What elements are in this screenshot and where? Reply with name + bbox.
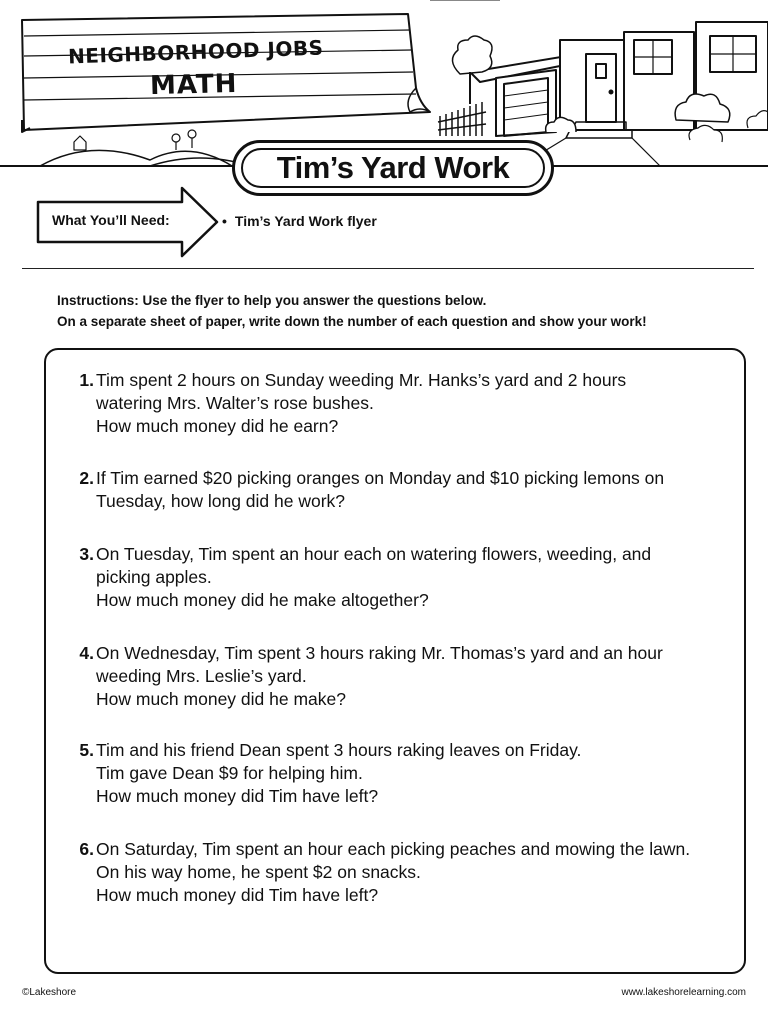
question-text: Tim and his friend Dean spent 3 hours raking leaves on Friday. [96,740,582,760]
title-plaque [232,140,554,196]
question-number: 2. [79,468,94,488]
question-number: 5. [79,740,94,760]
instructions-line: On a separate sheet of paper, write down the number of each question and show your work! [57,314,647,329]
question-text: On Wednesday, Tim spent 3 hours raking Mr. Thomas’s yard and an hour [96,643,663,663]
series-subject: MATH [149,68,238,102]
page-title: Tim’s Yard Work [276,150,510,185]
question-text: How much money did he earn? [96,416,339,436]
instructions-line: Instructions: Use the flyer to help you answer the questions below. [57,293,487,308]
question-text: Tim spent 2 hours on Sunday weeding Mr. Hanks’s yard and 2 hours [96,370,627,390]
question-1 [72,369,732,438]
question-text: On his way home, he spent $2 on snacks. [96,862,421,882]
question-text: How much money did Tim have left? [96,885,379,905]
question-text: If Tim earned $20 picking oranges on Monday and $10 picking lemons on [96,468,665,488]
question-text: Tuesday, how long did he work? [96,491,346,511]
question-text: How much money did Tim have left? [96,786,379,806]
tree-icon [452,36,492,74]
question-6 [72,838,732,907]
question-3 [72,543,732,612]
needs-item [222,213,377,229]
question-text: watering Mrs. Walter’s rose bushes. [96,393,374,413]
question-text: weeding Mrs. Leslie’s yard. [96,666,307,686]
question-4 [72,642,732,711]
website-url: www.lakeshorelearning.com [621,987,746,998]
question-text: On Tuesday, Tim spent an hour each on watering flowers, weeding, and [96,544,652,564]
copyright: ©Lakeshore [22,987,77,998]
section-divider [22,268,754,269]
question-text: Tim gave Dean $9 for helping him. [96,763,363,783]
question-number: 6. [79,839,94,859]
needs-label: What You’ll Need: [52,212,170,228]
question-text: How much money did he make? [96,689,346,709]
question-number: 1. [79,370,94,390]
question-text: How much money did he make altogether? [96,590,429,610]
question-number: 3. [79,544,94,564]
instructions [57,290,747,332]
series-title: NEIGHBORHOOD JOBS [67,35,324,69]
question-5 [72,739,732,808]
question-number: 4. [79,643,94,663]
question-text: picking apples. [96,567,212,587]
needs-item-text: Tim’s Yard Work flyer [234,213,377,229]
question-text: On Saturday, Tim spent an hour each picking peaches and mowing the lawn. [96,839,691,859]
bullet-icon: • [222,213,227,229]
question-2 [72,467,732,513]
